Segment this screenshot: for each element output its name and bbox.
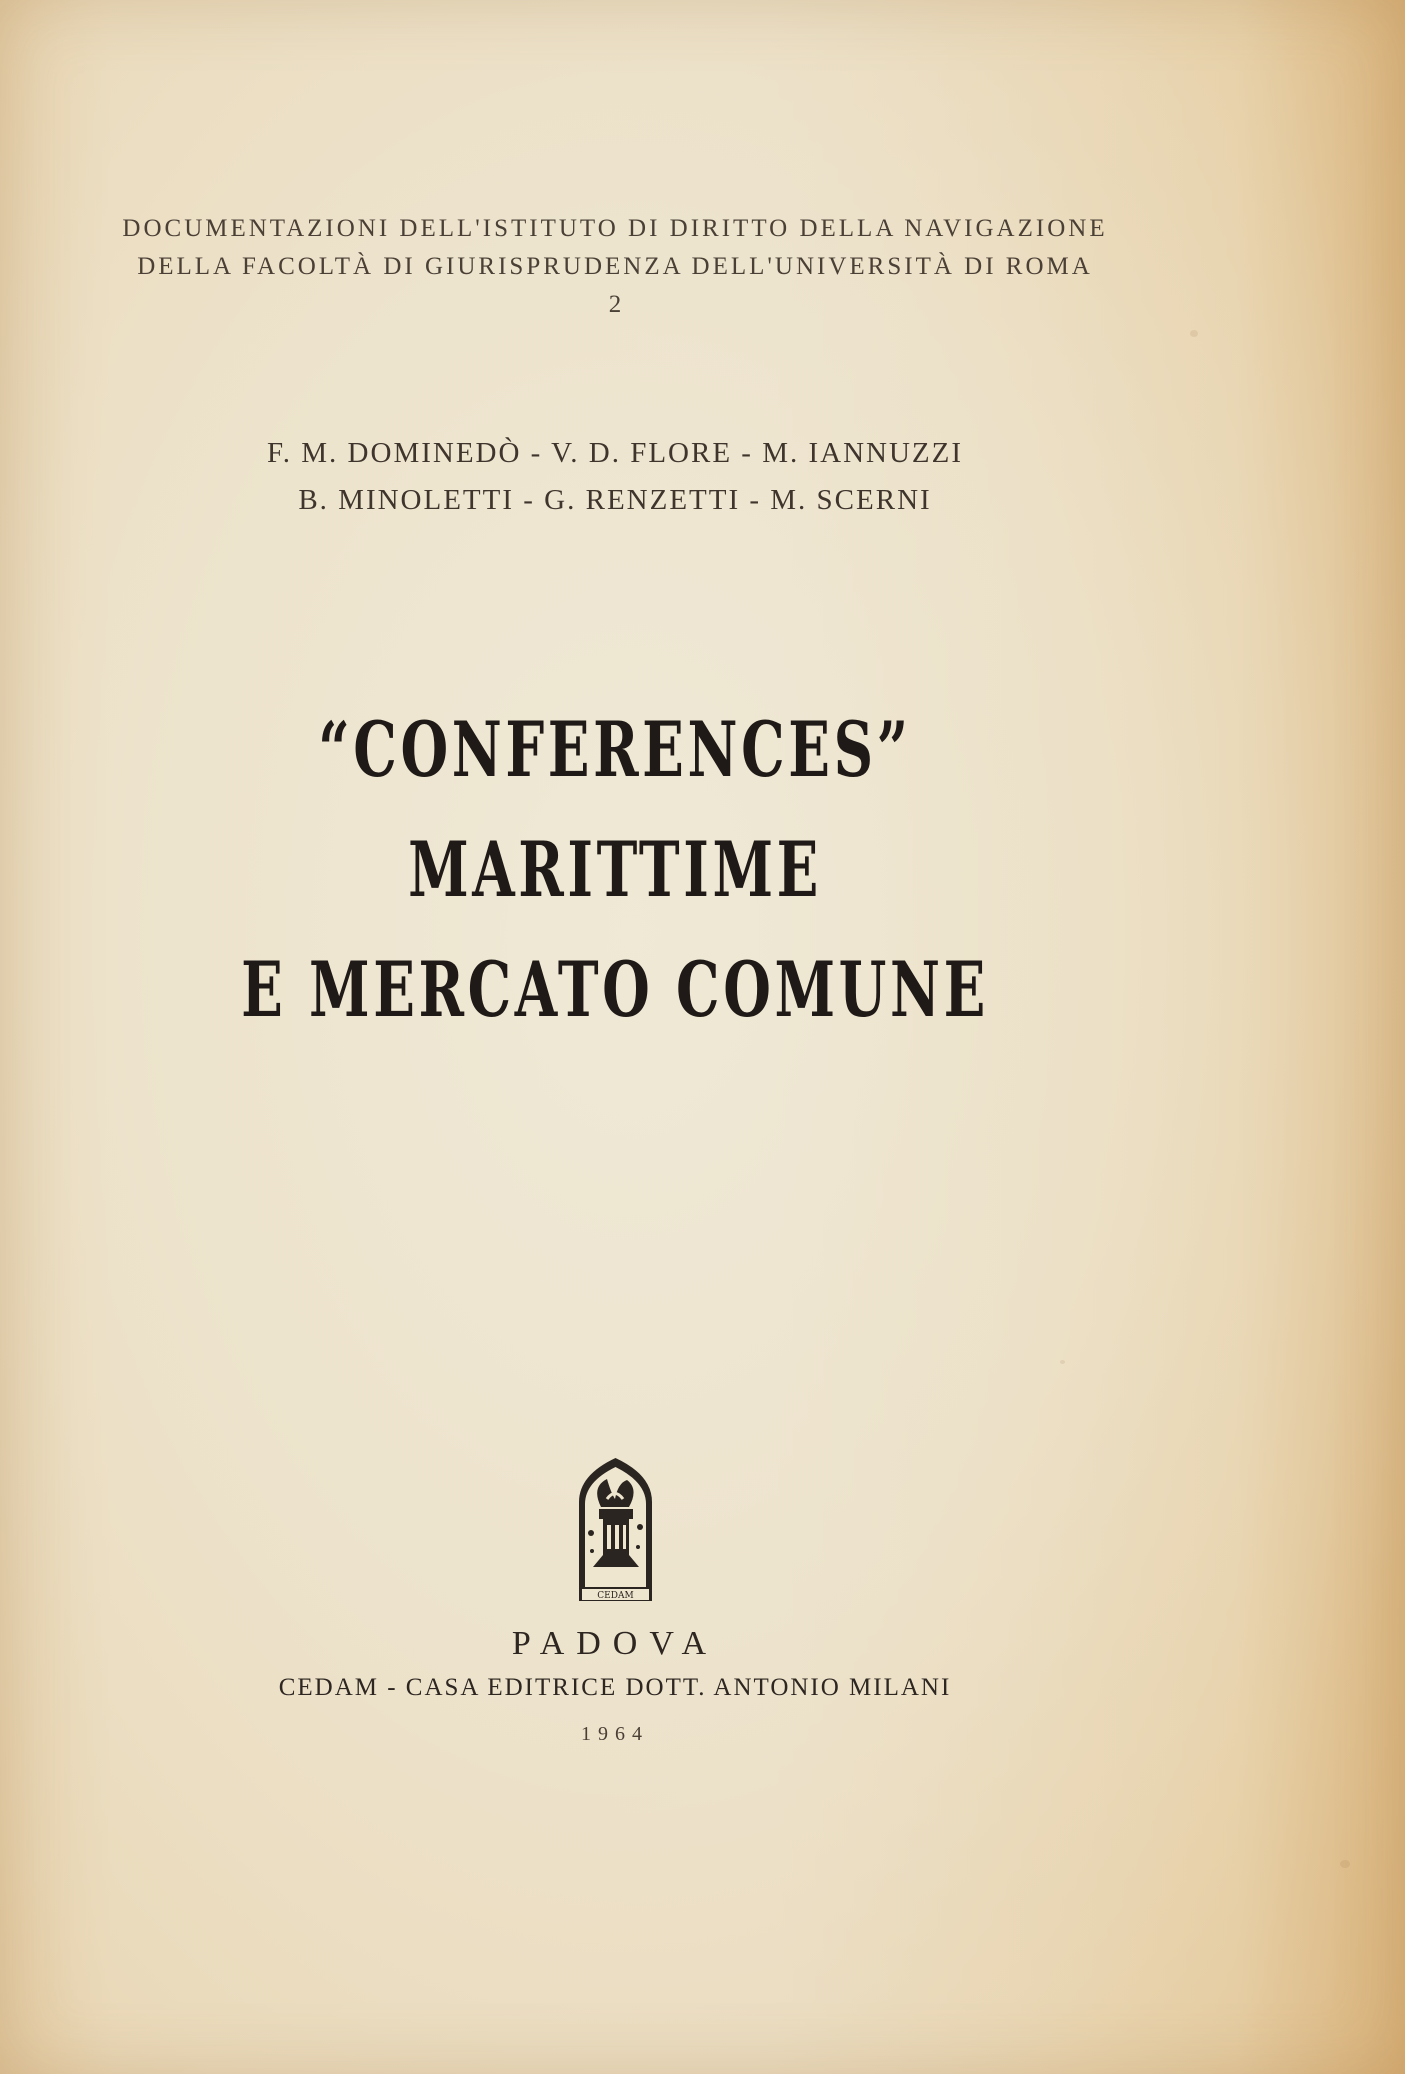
publication-year: 1964 <box>581 1723 649 1745</box>
title-line-1: “CONFERENCES” MARITTIME <box>318 705 912 914</box>
series-heading <box>0 210 1230 324</box>
publisher-block <box>0 1622 1230 1758</box>
title-line-2: E MERCATO COMUNE <box>241 945 989 1034</box>
paper-stain <box>1190 330 1198 337</box>
series-line-2: DELLA FACOLTÀ DI GIURISPRUDENZA DELL'UNIVERSITÀ DI ROMA <box>137 253 1093 280</box>
authors-line-2: B. MINOLETTI - G. RENZETTI - M. SCERNI <box>298 484 932 516</box>
emblem-caption: CEDAM <box>597 1591 634 1601</box>
paper-stain <box>1340 1860 1350 1868</box>
publisher-city: PADOVA <box>511 1625 719 1662</box>
paper-stain <box>1060 1360 1065 1364</box>
book-title <box>172 690 1058 1050</box>
authors-list <box>0 430 1230 524</box>
publisher-name: CEDAM - CASA EDITRICE DOTT. ANTONIO MILANI <box>278 1674 952 1701</box>
series-line-1: DOCUMENTAZIONI DELL'ISTITUTO DI DIRITTO DELLA NAVIGAZIONE <box>122 215 1108 242</box>
series-number: 2 <box>608 291 622 318</box>
authors-line-1: F. M. DOMINEDÒ - V. D. FLORE - M. IANNUZZI <box>266 437 964 469</box>
publisher-emblem-icon <box>565 1455 666 1602</box>
